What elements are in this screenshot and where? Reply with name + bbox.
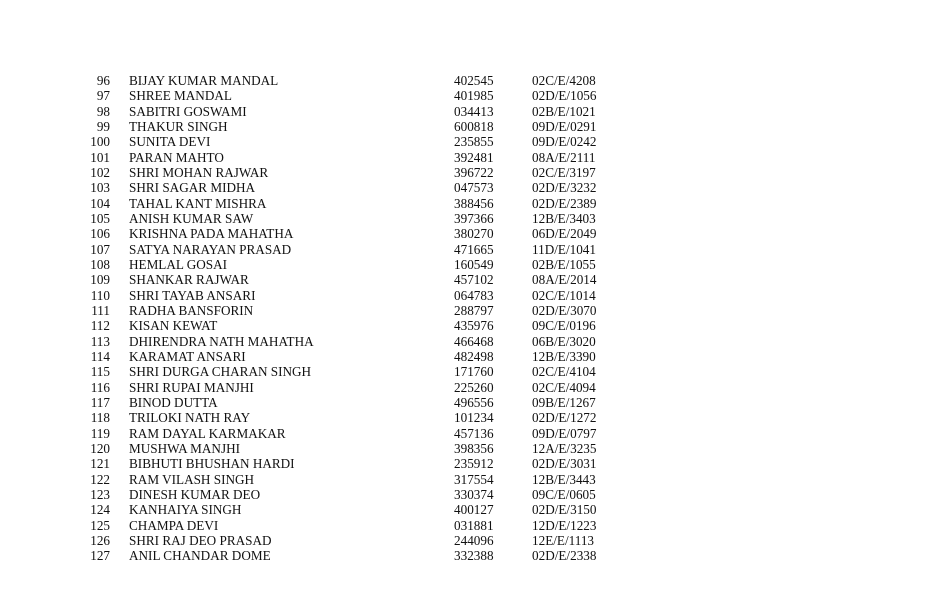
reference-code: 09C/E/0196: [532, 318, 596, 334]
table-row: [0, 303, 927, 318]
person-name: RADHA BANSFORIN: [129, 302, 254, 318]
id-number: 496556: [454, 394, 494, 410]
person-name: SABITRI GOSWAMI: [129, 103, 247, 119]
table-row: [0, 518, 927, 533]
table-row: [0, 165, 927, 180]
id-number: 457102: [454, 272, 494, 288]
serial-number: 102: [90, 164, 110, 180]
person-name: KANHAIYA SINGH: [129, 502, 242, 518]
reference-code: 12A/E/3235: [532, 440, 597, 456]
table-row: [0, 73, 927, 88]
reference-code: 02D/E/2389: [532, 195, 597, 211]
serial-number: 104: [90, 195, 110, 211]
person-name: TRILOKI NATH RAY: [129, 410, 251, 426]
serial-number: 117: [90, 394, 110, 410]
serial-number: 127: [90, 548, 110, 564]
person-name: KARAMAT ANSARI: [129, 348, 246, 364]
serial-number: 119: [90, 425, 110, 441]
id-number: 435976: [454, 318, 494, 334]
person-name: HEMLAL GOSAI: [129, 256, 228, 272]
id-number: 244096: [454, 532, 494, 548]
serial-number: 122: [90, 471, 110, 487]
reference-code: 02C/E/3197: [532, 164, 596, 180]
id-number: 600818: [454, 118, 494, 134]
reference-code: 02D/E/3070: [532, 302, 597, 318]
person-name: SHRI DURGA CHARAN SINGH: [129, 364, 312, 380]
serial-number: 120: [90, 440, 110, 456]
table-row: [0, 533, 927, 548]
id-number: 330374: [454, 486, 494, 502]
id-number: 388456: [454, 195, 494, 211]
id-number: 471665: [454, 241, 494, 257]
table-row: [0, 288, 927, 303]
serial-number: 126: [90, 532, 110, 548]
person-name: DHIRENDRA NATH MAHATHA: [129, 333, 314, 349]
table-row: [0, 257, 927, 272]
reference-code: 09D/E/0797: [532, 425, 597, 441]
person-name: RAM VILASH SINGH: [129, 471, 255, 487]
id-number: 225260: [454, 379, 494, 395]
id-number: 235855: [454, 134, 494, 150]
id-number: 482498: [454, 348, 494, 364]
serial-number: 113: [90, 333, 110, 349]
person-name: ANIL CHANDAR DOME: [129, 548, 271, 564]
reference-code: 08A/E/2111: [532, 149, 596, 165]
person-name: SHRI MOHAN RAJWAR: [129, 164, 269, 180]
table-row: [0, 226, 927, 241]
table-row: [0, 150, 927, 165]
table-row: [0, 88, 927, 103]
serial-number: 111: [91, 302, 110, 318]
serial-number: 115: [90, 364, 110, 380]
id-number: 392481: [454, 149, 494, 165]
serial-number: 105: [90, 210, 110, 226]
table-row: [0, 502, 927, 517]
serial-number: 110: [90, 287, 110, 303]
id-number: 398356: [454, 440, 494, 456]
table-row: [0, 180, 927, 195]
id-number: 400127: [454, 502, 494, 518]
table-row: [0, 410, 927, 425]
table-row: [0, 395, 927, 410]
serial-number: 100: [90, 134, 110, 150]
person-name: SHANKAR RAJWAR: [129, 272, 249, 288]
person-name: SHRI SAGAR MIDHA: [129, 180, 256, 196]
reference-code: 02D/E/3232: [532, 180, 597, 196]
table-row: [0, 441, 927, 456]
serial-number: 99: [96, 118, 110, 134]
table-row: [0, 472, 927, 487]
id-number: 047573: [454, 180, 494, 196]
reference-code: 02D/E/1272: [532, 410, 597, 426]
id-number: 288797: [454, 302, 494, 318]
serial-number: 97: [96, 88, 110, 104]
reference-code: 02C/E/4104: [532, 364, 596, 380]
reference-code: 02D/E/2338: [532, 548, 597, 564]
table-row: [0, 196, 927, 211]
serial-number: 123: [90, 486, 110, 502]
person-name: SHRI RUPAI MANJHI: [129, 379, 254, 395]
table-row: [0, 349, 927, 364]
reference-code: 12B/E/3403: [532, 210, 596, 226]
serial-number: 107: [90, 241, 110, 257]
person-name: KRISHNA PADA MAHATHA: [129, 226, 294, 242]
id-number: 064783: [454, 287, 494, 303]
person-name: TAHAL KANT MISHRA: [129, 195, 267, 211]
person-name: KISAN KEWAT: [129, 318, 218, 334]
reference-code: 11D/E/1041: [532, 241, 596, 257]
reference-code: 12E/E/1113: [532, 532, 595, 548]
reference-code: 02C/E/1014: [532, 287, 596, 303]
table-row: [0, 104, 927, 119]
serial-number: 118: [90, 410, 110, 426]
id-number: 402545: [454, 73, 494, 88]
person-name: RAM DAYAL KARMAKAR: [129, 425, 286, 441]
serial-number: 98: [96, 103, 110, 119]
table-row: [0, 380, 927, 395]
reference-code: 09B/E/1267: [532, 394, 596, 410]
person-name: SHRI RAJ DEO PRASAD: [129, 532, 272, 548]
serial-number: 125: [90, 517, 110, 533]
serial-number: 96: [96, 73, 110, 88]
reference-code: 02D/E/1056: [532, 88, 597, 104]
table-row: [0, 318, 927, 333]
person-name: THAKUR SINGH: [129, 118, 228, 134]
id-number: 034413: [454, 103, 494, 119]
reference-code: 02B/E/1021: [532, 103, 596, 119]
reference-code: 09D/E/0242: [532, 134, 597, 150]
serial-number: 101: [90, 149, 110, 165]
reference-code: 09D/E/0291: [532, 118, 597, 134]
reference-code: 02D/E/3150: [532, 502, 597, 518]
person-name: DINESH KUMAR DEO: [129, 486, 261, 502]
reference-code: 12B/E/3443: [532, 471, 596, 487]
table-row: [0, 211, 927, 226]
person-name: CHAMPA DEVI: [129, 517, 219, 533]
person-name: SATYA NARAYAN PRASAD: [129, 241, 292, 257]
id-number: 171760: [454, 364, 494, 380]
reference-code: 06B/E/3020: [532, 333, 596, 349]
id-number: 396722: [454, 164, 494, 180]
serial-number: 106: [90, 226, 110, 242]
table-row: [0, 119, 927, 134]
table-row: [0, 456, 927, 471]
table-row: [0, 487, 927, 502]
table-row: [0, 334, 927, 349]
person-name: SHREE MANDAL: [129, 88, 232, 104]
serial-number: 112: [90, 318, 110, 334]
table-row: [0, 272, 927, 287]
id-number: 397366: [454, 210, 494, 226]
reference-code: 02B/E/1055: [532, 256, 596, 272]
id-number: 457136: [454, 425, 494, 441]
person-name: SHRI TAYAB ANSARI: [129, 287, 256, 303]
reference-code: 02C/E/4208: [532, 73, 596, 88]
person-name: SUNITA DEVI: [129, 134, 211, 150]
id-number: 466468: [454, 333, 494, 349]
reference-code: 08A/E/2014: [532, 272, 597, 288]
person-name: MUSHWA MANJHI: [129, 440, 241, 456]
table-row: [0, 548, 927, 563]
reference-code: 06D/E/2049: [532, 226, 597, 242]
table-row: [0, 364, 927, 379]
table-row: [0, 242, 927, 257]
person-name: BIJAY KUMAR MANDAL: [129, 73, 279, 88]
person-name: BINOD DUTTA: [129, 394, 218, 410]
id-number: 160549: [454, 256, 494, 272]
id-number: 401985: [454, 88, 494, 104]
reference-code: 02D/E/3031: [532, 456, 597, 472]
reference-code: 02C/E/4094: [532, 379, 596, 395]
id-number: 317554: [454, 471, 494, 487]
serial-number: 103: [90, 180, 110, 196]
person-name: ANISH KUMAR SAW: [129, 210, 254, 226]
reference-code: 09C/E/0605: [532, 486, 596, 502]
reference-code: 12D/E/1223: [532, 517, 597, 533]
record-table: [0, 73, 927, 564]
serial-number: 108: [90, 256, 110, 272]
id-number: 031881: [454, 517, 494, 533]
person-name: PARAN MAHTO: [129, 149, 224, 165]
table-row: [0, 426, 927, 441]
serial-number: 114: [90, 348, 110, 364]
id-number: 101234: [454, 410, 494, 426]
serial-number: 109: [90, 272, 110, 288]
person-name: BIBHUTI BHUSHAN HARDI: [129, 456, 295, 472]
table-row: [0, 134, 927, 149]
serial-number: 124: [90, 502, 110, 518]
id-number: 380270: [454, 226, 494, 242]
id-number: 235912: [454, 456, 494, 472]
serial-number: 116: [90, 379, 110, 395]
id-number: 332388: [454, 548, 494, 564]
serial-number: 121: [90, 456, 110, 472]
reference-code: 12B/E/3390: [532, 348, 596, 364]
